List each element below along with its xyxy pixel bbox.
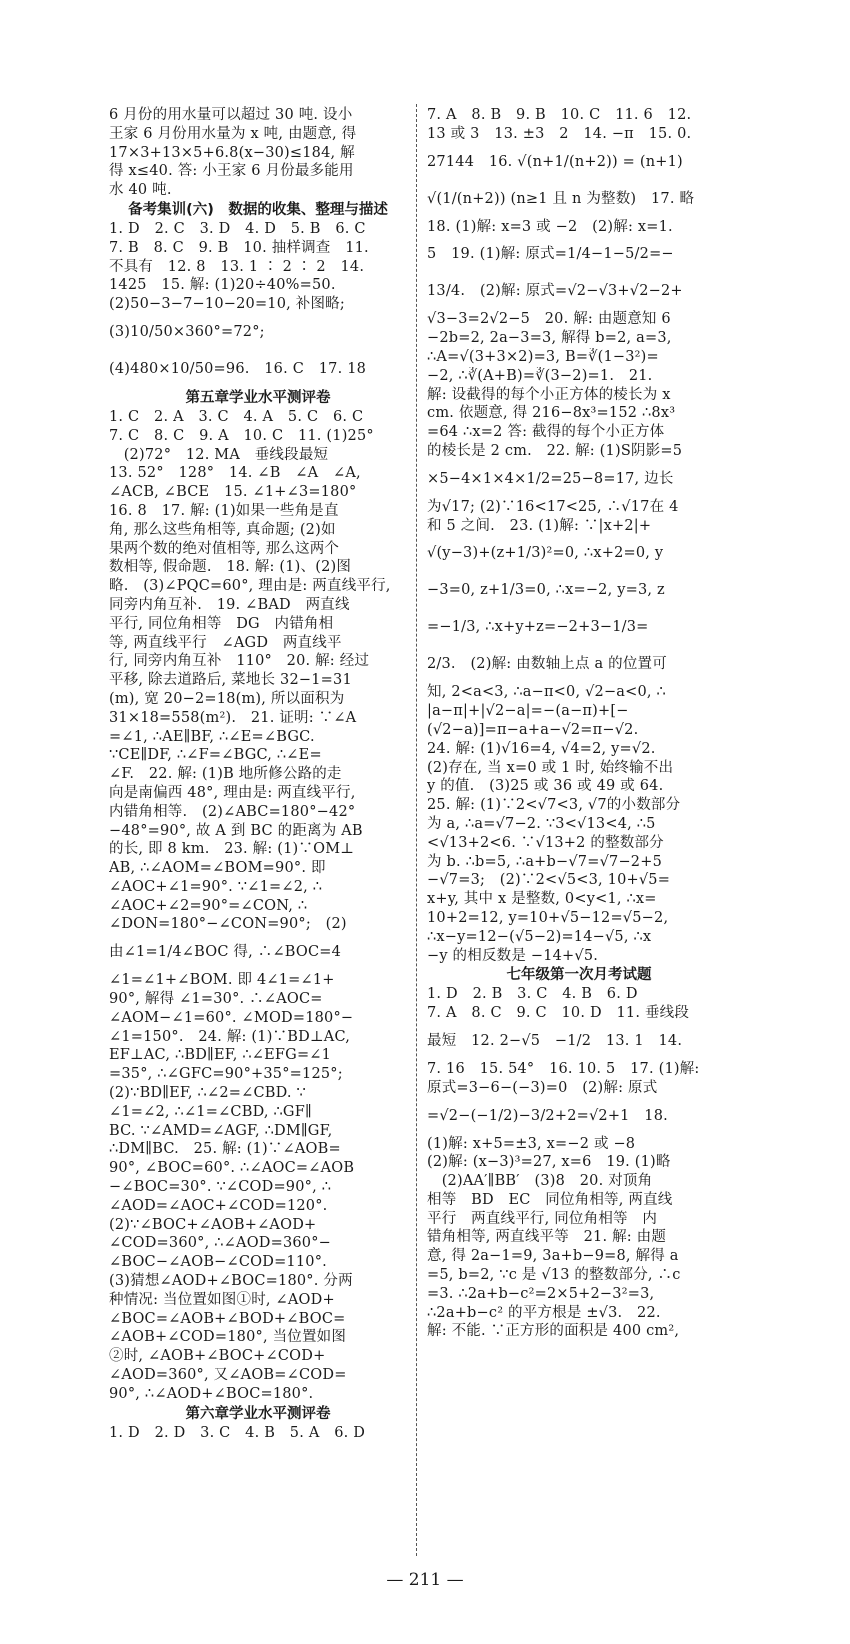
answer-line: ∠AOD=∠AOC+∠COD=120°. bbox=[109, 1197, 328, 1214]
answer-line: −y 的相反数是 −14+√5. bbox=[427, 947, 599, 964]
answer-line: 10+2=12, y=10+√5−12=√5−2, bbox=[427, 909, 669, 926]
answer-line: 同旁内角互补. 19. ∠BAD 两直线 bbox=[109, 596, 350, 613]
answer-line: BC. ∵∠AMD=∠AGF, ∴DM∥GF, bbox=[109, 1122, 333, 1139]
answer-line: ∠F. 22. 解: (1)B 地所修公路的走 bbox=[109, 766, 342, 783]
answer-line: ∠COD=360°, ∴∠AOD=360°− bbox=[109, 1235, 332, 1252]
answer-line: 1. D 2. C 3. D 4. D 5. B 6. C bbox=[109, 220, 366, 237]
answer-line: 相等 BD EC 同位角相等, 两直线 bbox=[427, 1191, 673, 1208]
answer-line: 向是南偏西 48°, 理由是: 两直线平行, bbox=[109, 784, 356, 801]
answer-line: 行, 同旁内角互补 110° 20. 解: 经过 bbox=[109, 653, 370, 670]
answer-line: |a−π|+|√2−a|=−(a−π)+[− bbox=[427, 703, 629, 720]
answer-line: 和 5 之间. 23. (1)解: ∵|x+2|+ bbox=[427, 517, 652, 534]
answer-line: 16. 8 17. 解: (1)如果一些角是直 bbox=[109, 502, 339, 519]
answer-line: 果两个数的绝对值相等, 那么这两个 bbox=[109, 540, 340, 557]
answer-line: ∠AOM−∠1=60°. ∠MOD=180°− bbox=[109, 1009, 354, 1026]
answer-line: 解: 设截得的每个小正方体的棱长为 x bbox=[427, 386, 671, 403]
answer-line: y 的值. (3)25 或 36 或 49 或 64. bbox=[427, 778, 664, 795]
answer-line: 知, 2<a<3, ∴a−π<0, √2−a<0, ∴ bbox=[427, 684, 666, 701]
answer-line-formula: 13/4. (2)解: 原式=√2−√3+√2−2+ bbox=[427, 283, 683, 300]
answer-line: 7. A 8. B 9. B 10. C 11. 6 12. bbox=[427, 107, 692, 123]
answer-line: 1425 15. 解: (1)20÷40%=50. bbox=[109, 277, 336, 294]
answer-line: −2b=2, 2a−3=3, 解得 b=2, a=3, bbox=[427, 330, 672, 347]
answer-line-formula: 由∠1=1/4∠BOC 得, ∴∠BOC=4 bbox=[109, 944, 342, 961]
answer-line-formula: ×5−4×1×4×1/2=25−8=17, 边长 bbox=[427, 470, 674, 487]
answer-line: ∵CE∥DF, ∴∠F=∠BGC, ∴∠E= bbox=[109, 747, 322, 764]
answer-line: 不具有 12. 8 13. 1 ∶ 2 ∶ 2 14. bbox=[109, 258, 365, 275]
answer-line: 的棱长是 2 cm. 22. 解: (1)S阴影=5 bbox=[427, 442, 683, 459]
answer-line: 为√17; (2)∵16<17<25, ∴√17在 4 bbox=[427, 498, 679, 515]
answer-line: 为 a, ∴a=√7−2. ∵3<√13<4, ∴5 bbox=[427, 815, 656, 832]
answer-line: (1)解: x+5=±3, x=−2 或 −8 bbox=[427, 1135, 636, 1152]
answer-line: x+y, 其中 x 是整数, 0<y<1, ∴x= bbox=[427, 891, 657, 908]
section-heading: 备考集训(六) 数据的收集、整理与描述 bbox=[128, 201, 388, 218]
answer-line: 平移, 除去道路后, 菜地长 32−1=31 bbox=[109, 672, 352, 689]
answer-line: ∠BOC−∠AOB−∠COD=110°. bbox=[109, 1254, 327, 1271]
answer-line: =∠1, ∴AE∥BF, ∴∠E=∠BGC. bbox=[109, 728, 315, 745]
answer-line: 1. C 2. A 3. C 4. A 5. C 6. C bbox=[109, 408, 364, 425]
answer-line: cm. 依题意, 得 216−8x³=152 ∴8x³ bbox=[427, 405, 676, 422]
answer-line: 25. 解: (1)∵2<√7<3, √7的小数部分 bbox=[427, 797, 681, 814]
answer-line: ②时, ∠AOB+∠BOC+∠COD+ bbox=[109, 1348, 326, 1365]
answer-line: ∴DM∥BC. 25. 解: (1)∵∠AOB= bbox=[109, 1141, 341, 1158]
answer-line-formula: √(y−3)+(z+1/3)²=0, ∴x+2=0, y bbox=[427, 545, 664, 562]
answer-line: ∠1=∠1+∠BOM. 即 4∠1=∠1+ bbox=[109, 972, 335, 989]
answer-line: (2)解: (x−3)³=27, x=6 19. (1)略 bbox=[427, 1154, 671, 1171]
answer-line: 7. 16 15. 54° 16. 10. 5 17. (1)解: bbox=[427, 1060, 700, 1077]
answer-line: 内错角相等. (2)∠ABC=180°−42° bbox=[109, 803, 356, 820]
answer-line: ∠AOC+∠2=90°=∠CON, ∴ bbox=[109, 897, 308, 914]
answer-line-formula: 5 19. (1)解: 原式=1/4−1−5/2=− bbox=[427, 246, 674, 263]
answer-line: 王家 6 月份用水量为 x 吨, 由题意, 得 bbox=[109, 125, 357, 142]
answer-line: ∠AOC+∠1=90°. ∵∠1=∠2, ∴ bbox=[109, 878, 323, 895]
answer-line: 为 b. ∴b=5, ∴a+b−√7=√7−2+5 bbox=[427, 853, 662, 870]
answer-line: (2)72° 12. MA 垂线段最短 bbox=[109, 446, 329, 463]
answer-line-formula: 27144 16. √(n+1/(n+2)) = (n+1) bbox=[427, 153, 683, 170]
left-column bbox=[109, 106, 407, 1442]
answer-line: ∴A=√(3+3×2)=3, B=∛(1−3²)= bbox=[427, 348, 659, 365]
answer-line: 水 40 吨. bbox=[109, 182, 172, 199]
answer-line: (2)∵BD∥EF, ∴∠2=∠CBD. ∵ bbox=[109, 1085, 306, 1102]
answer-line: (2)∵∠BOC+∠AOB+∠AOD+ bbox=[109, 1216, 317, 1233]
answer-line: (2)50−3−7−10−20=10, 补图略; bbox=[109, 296, 345, 313]
answer-line: 等, 两直线平行 ∠AGD 两直线平 bbox=[109, 634, 342, 651]
answer-line: 90°, ∴∠AOD+∠BOC=180°. bbox=[109, 1385, 314, 1402]
answer-line-formula: =√2−(−1/2)−3/2+2=√2+1 18. bbox=[427, 1107, 668, 1124]
answer-line: 意, 得 2a−1=9, 3a+b−9=8, 解得 a bbox=[427, 1248, 679, 1265]
answer-line-formula: √(1/(n+2)) (n≥1 且 n 为整数) 17. 略 bbox=[427, 190, 695, 207]
answer-line: 13 或 3 13. ±3 2 14. −π 15. 0. bbox=[427, 125, 692, 142]
answer-line: −∠BOC=30°. ∵∠COD=90°, ∴ bbox=[109, 1179, 332, 1196]
answer-line: ∠ACB, ∠BCE 15. ∠1+∠3=180° bbox=[109, 484, 357, 501]
answer-line: (m), 宽 20−2=18(m), 所以面积为 bbox=[109, 690, 345, 707]
answer-line: (3)猜想∠AOD+∠BOC=180°. 分两 bbox=[109, 1273, 353, 1290]
section-heading: 七年级第一次月考试题 bbox=[506, 967, 652, 984]
answer-line: =64 ∴x=2 答: 截得的每个小正方体 bbox=[427, 424, 665, 441]
answer-line: 24. 解: (1)√16=4, √4=2, y=√2. bbox=[427, 740, 656, 757]
answer-line: 1. D 2. D 3. C 4. B 5. A 6. D bbox=[109, 1424, 366, 1441]
answer-line: (2)存在, 当 x=0 或 1 时, 始终输不出 bbox=[427, 759, 674, 776]
answer-line: ∠AOB+∠COD=180°, 当位置如图 bbox=[109, 1329, 347, 1346]
answer-line: =3. ∴2a+b−c²=2×5+2−3²=3, bbox=[427, 1285, 655, 1302]
answer-line: 17×3+13×5+6.8(x−30)≤184, 解 bbox=[109, 144, 355, 161]
answer-line: 得 x≤40. 答: 小王家 6 月份最多能用 bbox=[109, 163, 354, 180]
answer-line: <√13+2<6. ∵√13+2 的整数部分 bbox=[427, 834, 664, 851]
answer-line: 7. B 8. C 9. B 10. 抽样调查 11. bbox=[109, 239, 369, 256]
answer-line: 90°, 解得 ∠1=30°. ∴∠AOC= bbox=[109, 991, 323, 1008]
section-heading: 第五章学业水平测评卷 bbox=[185, 389, 331, 406]
answer-line: ∠1=150°. 24. 解: (1)∵BD⊥AC, bbox=[109, 1028, 351, 1045]
answer-line: ∴2a+b−c² 的平方根是 ±√3. 22. bbox=[427, 1304, 661, 1321]
answer-line: 7. C 8. C 9. A 10. C 11. (1)25° bbox=[109, 427, 374, 444]
answer-line: 平行 两直线平行, 同位角相等 内 bbox=[427, 1210, 658, 1227]
page-number: — 211 — bbox=[386, 1570, 464, 1590]
answer-line: 平行, 同位角相等 DG 内错角相 bbox=[109, 615, 334, 632]
answer-line: AB, ∴∠AOM=∠BOM=90°. 即 bbox=[109, 860, 326, 877]
right-column bbox=[427, 106, 731, 1341]
answer-line-formula: =−1/3, ∴x+y+z=−2+3−1/3= bbox=[427, 619, 649, 636]
answer-line: 13. 52° 128° 14. ∠B ∠A ∠A, bbox=[109, 465, 361, 482]
answer-line: EF⊥AC, ∴BD∥EF, ∴∠EFG=∠1 bbox=[109, 1047, 332, 1064]
answer-line: 种情况: 当位置如图①时, ∠AOD+ bbox=[109, 1291, 335, 1308]
answer-line: ∴x−y=12−(√5−2)=14−√5, ∴x bbox=[427, 928, 652, 945]
answer-line: 18. (1)解: x=3 或 −2 (2)解: x=1. bbox=[427, 218, 673, 235]
column-divider bbox=[416, 104, 417, 1556]
answer-line: 数相等, 假命题. 18. 解: (1)、(2)图 bbox=[109, 559, 352, 576]
answer-line: 7. A 8. C 9. C 10. D 11. 垂线段 bbox=[427, 1005, 690, 1022]
answer-line-formula: 2/3. (2)解: 由数轴上点 a 的位置可 bbox=[427, 656, 667, 673]
answer-line: (√2−a)]=π−a+a−√2=π−√2. bbox=[427, 721, 639, 738]
answer-line: (2)AA′∥BB′ (3)8 20. 对顶角 bbox=[427, 1173, 653, 1190]
answer-line: −√7=3; (2)∵2<√5<3, 10+√5= bbox=[427, 872, 671, 889]
answer-line: ∠1=∠2, ∴∠1=∠CBD, ∴GF∥ bbox=[109, 1103, 312, 1120]
answer-line: 31×18=558(m²). 21. 证明: ∵∠A bbox=[109, 709, 357, 726]
answer-line: 解: 不能. ∵正方形的面积是 400 cm², bbox=[427, 1323, 680, 1340]
answer-line: 错角相等, 两直线平等 21. 解: 由题 bbox=[427, 1229, 667, 1246]
answer-line: ∠BOC=∠AOB+∠BOD+∠BOC= bbox=[109, 1310, 346, 1327]
answer-line-formula: 最短 12. 2−√5 −1/2 13. 1 14. bbox=[427, 1032, 683, 1049]
section-heading: 第六章学业水平测评卷 bbox=[185, 1405, 331, 1422]
answer-line: 略. (3)∠PQC=60°, 理由是: 两直线平行, bbox=[109, 578, 391, 595]
answer-line: 角, 那么这些角相等, 真命题; (2)如 bbox=[109, 521, 336, 538]
answer-line: ∠AOD=360°, 又∠AOB=∠COD= bbox=[109, 1367, 347, 1384]
answer-line: −48°=90°, 故 A 到 BC 的距离为 AB bbox=[109, 822, 363, 839]
answer-line: ∠DON=180°−∠CON=90°; (2) bbox=[109, 916, 347, 933]
answer-line: =35°, ∴∠GFC=90°+35°=125°; bbox=[109, 1066, 343, 1083]
answer-line: −2, ∴∛(A+B)=∛(3−2)=1. 21. bbox=[427, 367, 653, 384]
answer-line: 90°, ∠BOC=60°. ∴∠AOC=∠AOB bbox=[109, 1160, 355, 1177]
answer-line-formula: (4)480×10/50=96. 16. C 17. 18 bbox=[109, 360, 367, 377]
answer-line: 6 月份的用水量可以超过 30 吨. 设小 bbox=[109, 107, 353, 123]
answer-line: 的长, 即 8 km. 23. 解: (1)∵OM⊥ bbox=[109, 841, 355, 858]
answer-line: 1. D 2. B 3. C 4. B 6. D bbox=[427, 986, 638, 1003]
answer-line-formula: (3)10/50×360°=72°; bbox=[109, 323, 265, 340]
answer-line-formula: −3=0, z+1/3=0, ∴x=−2, y=3, z bbox=[427, 582, 665, 599]
answer-line: =5, b=2, ∵c 是 √13 的整数部分, ∴c bbox=[427, 1267, 681, 1284]
answer-line: 原式=3−6−(−3)=0 (2)解: 原式 bbox=[427, 1079, 658, 1096]
answer-line: √3−3=2√2−5 20. 解: 由题意知 6 bbox=[427, 311, 671, 328]
